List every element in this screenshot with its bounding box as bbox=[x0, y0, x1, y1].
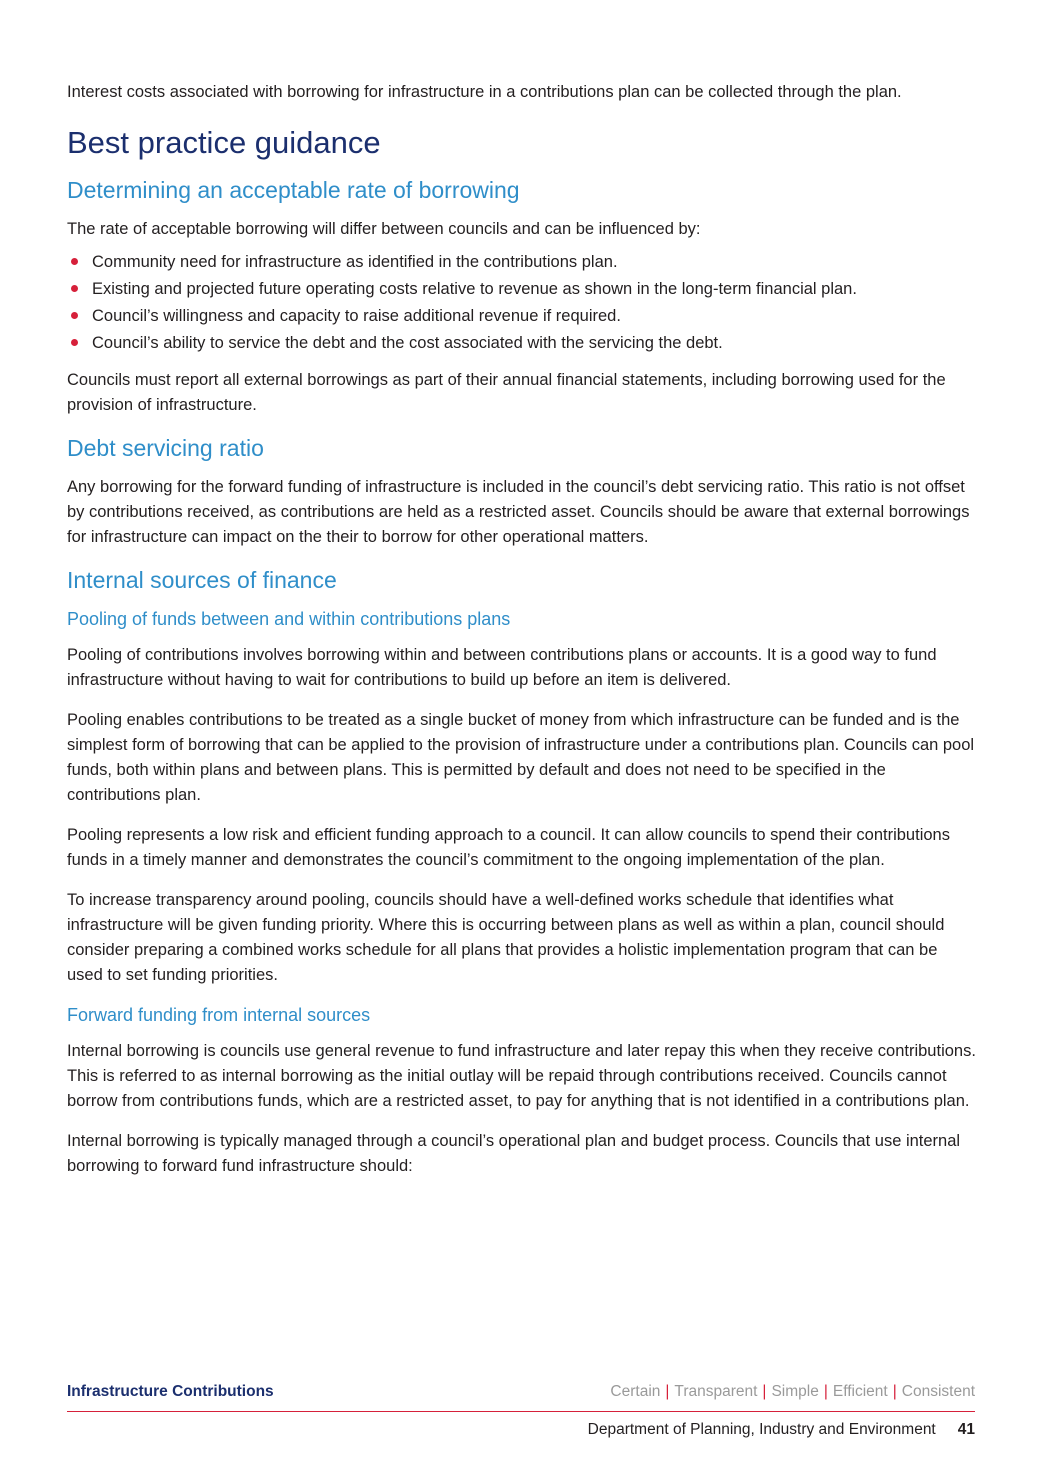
bullet-icon bbox=[71, 285, 78, 292]
page-content bbox=[67, 80, 977, 1194]
list-item: Council’s willingness and capacity to raise additional revenue if required. bbox=[67, 305, 977, 327]
pooling-paragraph: Pooling of contributions involves borrowing within and between contributions plans or accounts. It is a good way to fund infrastructure without having to wait for contributions to build up before an item is delivered. bbox=[67, 646, 937, 689]
section-heading-debt-servicing: Debt servicing ratio bbox=[67, 435, 264, 461]
debt-servicing-paragraph: Any borrowing for the forward funding of infrastructure is included in the council’s debt servicing ratio. This ratio is not offset by contributions received, as contributions are held as a restricted asset. Councils should be aware that external borrowings for infrastructure can impact on the their to borrow for other operational matters. bbox=[67, 478, 970, 546]
section-heading-acceptable-rate: Determining an acceptable rate of borrowing bbox=[67, 177, 520, 203]
bullet-icon bbox=[71, 312, 78, 319]
footer-bottom-row bbox=[67, 1421, 975, 1439]
footer-top-row bbox=[67, 1383, 975, 1407]
pooling-paragraph: Pooling represents a low risk and efficient funding approach to a council. It can allow councils to spend their contributions funds in a timely manner and demonstrates the council’s commitment to the ongoing implementation of the plan. bbox=[67, 826, 950, 869]
list-item: Existing and projected future operating costs relative to revenue as shown in the long-term financial plan. bbox=[67, 278, 977, 300]
page-footer bbox=[67, 1383, 975, 1439]
page-number: 41 bbox=[957, 1421, 975, 1438]
pooling-paragraph: To increase transparency around pooling, councils should have a well-defined works schedule that identifies what infrastructure will be given funding priority. Where this is occurring between plans as well as within a plan, council should consider preparing a combined works schedule for all plans that provides a holistic implementation program that can be used to set funding priorities. bbox=[67, 891, 945, 984]
forward-funding-paragraph: Internal borrowing is councils use general revenue to fund infrastructure and later repay this when they receive contributions. This is referred to as internal borrowing as the initial outlay will be repaid through contributions received. Councils cannot borrow from contributions funds, which are a restricted asset, to pay for anything that is not identified in a contributions plan. bbox=[67, 1042, 976, 1110]
list-item: Community need for infrastructure as identified in the contributions plan. bbox=[67, 251, 977, 273]
bullet-icon bbox=[71, 339, 78, 346]
subheading-forward-funding: Forward funding from internal sources bbox=[67, 1005, 371, 1025]
footer-divider bbox=[67, 1411, 975, 1412]
footer-brand: Infrastructure Contributions bbox=[67, 1383, 274, 1400]
reporting-paragraph: Councils must report all external borrowings as part of their annual financial statements, including borrowing used for the provision of infrastructure. bbox=[67, 371, 946, 414]
page-heading: Best practice guidance bbox=[67, 125, 381, 160]
pooling-paragraph: Pooling enables contributions to be treated as a single bucket of money from which infrastructure can be funded and is the simplest form of borrowing that can be applied to the provision of infrastructure under a contributions plan. Councils can pool funds, both within plans and between plans. This is permitted by default and does not need to be specified in the contributions plan. bbox=[67, 711, 975, 804]
department-name: Department of Planning, Industry and Environment bbox=[587, 1421, 936, 1438]
influence-list bbox=[67, 251, 977, 354]
section-lead: The rate of acceptable borrowing will differ between councils and can be influenced by: bbox=[67, 220, 701, 238]
list-item: Council’s ability to service the debt and the cost associated with the servicing the debt. bbox=[67, 332, 977, 354]
forward-funding-paragraph: Internal borrowing is typically managed through a council’s operational plan and budget process. Councils that use internal borrowing to forward fund infrastructure should: bbox=[67, 1132, 961, 1175]
section-heading-internal-finance: Internal sources of finance bbox=[67, 567, 337, 593]
footer-tagline: Certain | Transparent | Simple | Efficient | Consistent bbox=[610, 1383, 975, 1400]
subheading-pooling: Pooling of funds between and within contributions plans bbox=[67, 609, 511, 629]
intro-paragraph: Interest costs associated with borrowing for infrastructure in a contributions plan can be collected through the plan. bbox=[67, 83, 902, 101]
bullet-icon bbox=[71, 258, 78, 265]
